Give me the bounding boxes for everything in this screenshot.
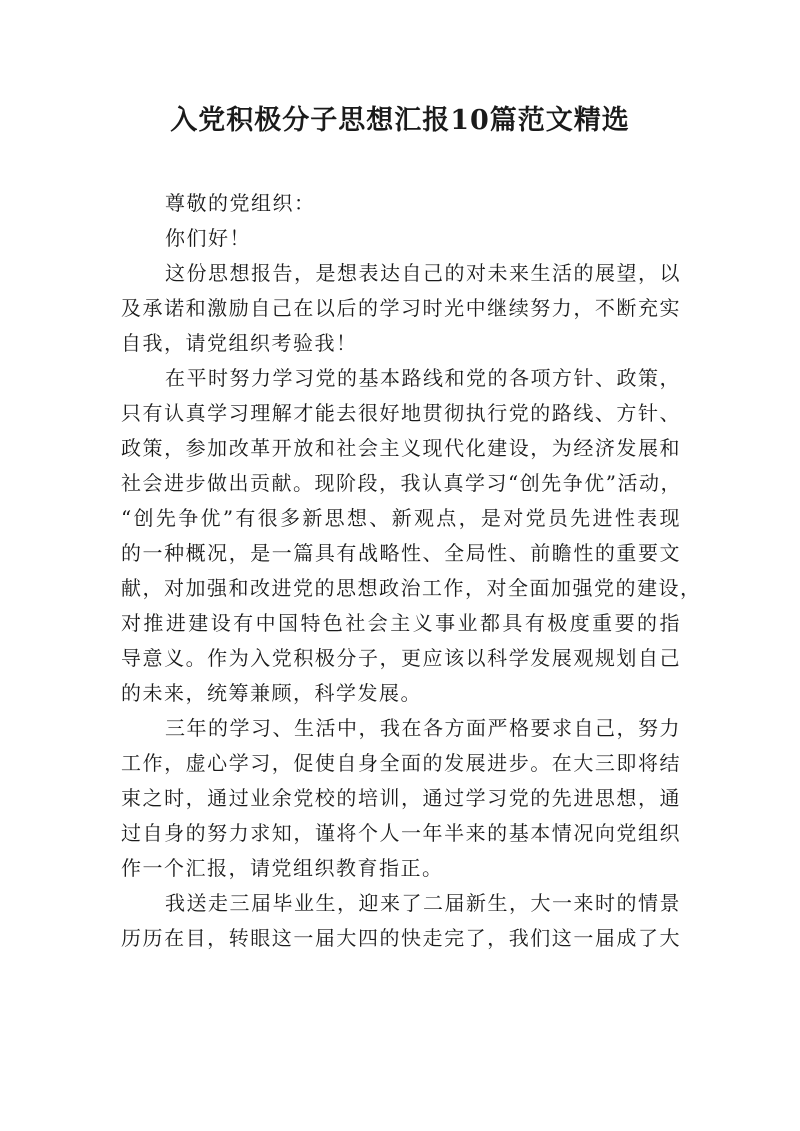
body-text-line: 工作，虚心学习，促使自身全面的发展进步。在大三即将结 (121, 751, 681, 775)
body-text-line: 束之时，通过业余党校的培训，通过学习党的先进思想，通 (121, 786, 681, 810)
body-text-line: 社会进步做出贡献。现阶段，我认真学习“创先争优”活动， (121, 471, 682, 495)
body-text-line: 作一个汇报，请党组织教育指正。 (121, 856, 444, 880)
body-text-line: 的一种概况，是一篇具有战略性、全局性、前瞻性的重要文 (121, 541, 681, 565)
body-text-line: 政策，参加改革开放和社会主义现代化建设，为经济发展和 (121, 436, 681, 460)
body-text-line: 历历在目，转眼这一届大四的快走完了，我们这一届成了大 (121, 926, 681, 950)
body-text-line: 三年的学习、生活中，我在各方面严格要求自己，努力 (165, 716, 681, 740)
body-text-line: 只有认真学习理解才能去很好地贯彻执行党的路线、方针、 (121, 401, 681, 425)
body-text-line: 对推进建设有中国特色社会主义事业都具有极度重要的指 (121, 611, 681, 635)
body-text-line: “创先争优”有很多新思想、新观点，是对党员先进性表现 (121, 506, 681, 530)
body-text-line: 我送走三届毕业生，迎来了二届新生，大一来时的情景 (165, 891, 681, 915)
document-body (121, 186, 702, 956)
body-text-line: 的未来，统筹兼顾，科学发展。 (121, 681, 422, 705)
body-text-line: 导意义。作为入党积极分子，更应该以科学发展观规划自己 (121, 646, 681, 670)
body-text-line: 你们好！ (165, 226, 251, 250)
body-text-line: 这份思想报告，是想表达自己的对未来生活的展望，以 (165, 261, 681, 285)
body-text-line: 及承诺和激励自己在以后的学习时光中继续努力，不断充实 (121, 296, 681, 320)
body-text-line: 尊敬的党组织： (165, 191, 316, 215)
body-text-line: 献，对加强和改进党的思想政治工作，对全面加强党的建设， (121, 576, 702, 600)
document-title: 入党积极分子思想汇报10篇范文精选 (170, 105, 630, 136)
body-text-line: 过自身的努力求知，谨将个人一年半来的基本情况向党组织 (121, 821, 681, 845)
body-text-line: 在平时努力学习党的基本路线和党的各项方针、政策， (165, 366, 681, 390)
body-text-line: 自我，请党组织考验我！ (121, 331, 358, 355)
